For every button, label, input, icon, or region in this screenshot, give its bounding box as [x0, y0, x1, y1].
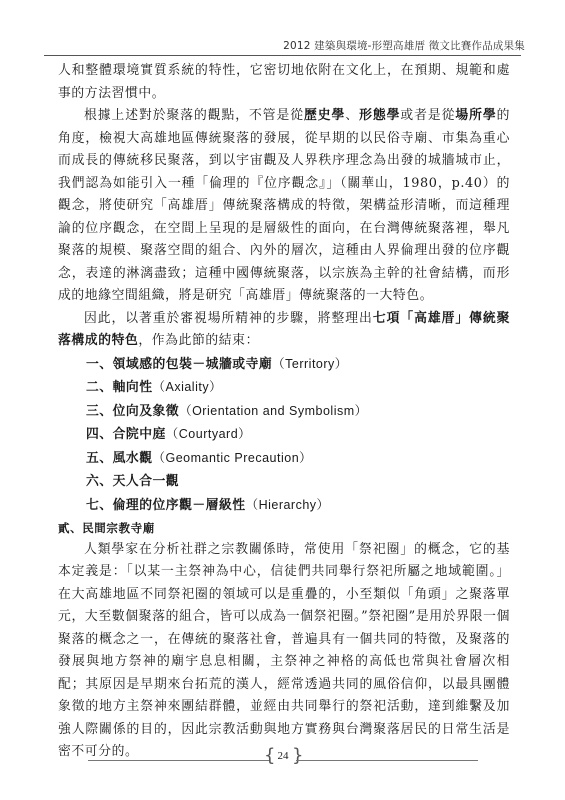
term-history: 歷史學 [304, 108, 346, 123]
feature-zh: 一、領域感的包裝－城牆或寺廟 [86, 356, 273, 372]
paragraph-2-text-d: 的角度，檢視大高雄地區傳統聚落的發展，從早期的以民俗寺廟、市集為重心而成長的傳統移民聚落，到以宇宙觀及人界秩序理念為出發的城牆城市止，我們認為如能引入一種「倫理的『位序觀念』」（關華山，1980，p.40）的觀念，將使研究「高雄厝」傳統聚落構成的特徵，架構益形清晰，而這種理論的位序觀念，在空間上呈現的是層級性的面向，在台灣傳統聚落裡，舉凡聚落的規模、聚落空間的組合、內外的層次，這種由人界倫理出發的位序觀念，表達的淋漓盡致；這種中國傳統聚落，以宗族為主幹的社會結構，而形成的地緣空間組織，將是研究「高雄厝」傳統聚落的一大特色。 [58, 108, 511, 303]
feature-zh: 七、倫理的位序觀－層級性 [86, 498, 246, 514]
feature-zh: 三、位向及象徵 [86, 403, 180, 419]
term-place: 場所學 [455, 108, 497, 123]
feature-en: （Geomantic Precaution） [152, 450, 313, 465]
paragraph-2-text-a: 根據上述對於聚落的觀點，不管是從 [84, 108, 305, 123]
term-morphology: 形態學 [359, 108, 401, 123]
paragraph-2-sep: 、 [345, 108, 360, 123]
feature-item [58, 494, 510, 518]
paragraph-3-text-a: 因此，以著重於審視場所精神的步驟，將整理出 [84, 310, 373, 326]
paragraph-2 [58, 105, 510, 308]
paragraph-4: 人類學家在分析社群之宗教關係時，常使用「祭祀圈」的概念，它的基本定義是：「以某一主祭神為中心，信徒們共同舉行祭祀所屬之地域範圍。」在大高雄地區不同祭祀圈的領域可以是重疊的，小至類似「角頭」之聚落單元，大至數個聚落的組合，皆可以成為一個祭祀圈。”祭祀圈”是用於界限一個聚落的概念之一，在傳統的聚落社會，普遍具有一個共同的特徵，及聚落的發展與地方祭神的廟宇息息相關，主祭神之神格的高低也常與社會層次相配；其原因是早期來台拓荒的漢人，經常透過共同的風俗信仰，以最具團體象徵的地方主祭神來團結群體，並經由共同舉行的祭祀活動，達到維繫及加強人際關係的目的，因此宗教活動與地方實務與台灣聚落居民的日常生活是密不可分的。 [58, 541, 510, 760]
feature-en: （Territory） [272, 356, 348, 371]
running-header: 2012 建築與環境-形塑高雄厝 徵文比賽作品成果集 [283, 40, 525, 52]
feature-item [58, 423, 510, 447]
left-brace-ornament: { [264, 745, 276, 766]
feature-item [58, 470, 510, 494]
paragraph-3 [58, 308, 510, 353]
feature-en: （Courtyard） [165, 427, 252, 442]
feature-item [58, 447, 510, 471]
feature-item [58, 353, 510, 377]
feature-item [58, 376, 510, 400]
footer-rule-left [88, 760, 270, 761]
paragraph-3-text-c: ，作為此節的結束： [138, 333, 259, 348]
feature-en: （Orientation and Symbolism） [179, 403, 368, 418]
section-heading: 貳、民間宗教寺廟 [58, 520, 155, 535]
feature-en: （Axiality） [152, 380, 223, 395]
feature-zh: 二、軸向性 [86, 380, 153, 396]
paragraph-1: 人和整體環境實質系統的特性，它密切地依附在文化上，在預期、規範和處事的方法習慣中。 [58, 63, 510, 101]
header-rule [44, 55, 521, 56]
seven-features-emphasis: 七項「高雄厝」傳統聚落構成的特色 [58, 310, 511, 348]
feature-zh: 五、風水觀 [86, 450, 153, 466]
paragraph-2-text-c: 或者是從 [400, 108, 456, 123]
footer-rule-right [296, 760, 478, 761]
feature-item [58, 400, 510, 424]
page-number: 24 [277, 750, 289, 762]
feature-zh: 六、天人合一觀 [86, 474, 180, 490]
page-body [58, 60, 510, 764]
features-list [58, 353, 510, 518]
feature-en: （Hierarchy） [245, 498, 330, 513]
right-brace-ornament: } [292, 745, 304, 766]
feature-zh: 四、合院中庭 [86, 427, 166, 443]
